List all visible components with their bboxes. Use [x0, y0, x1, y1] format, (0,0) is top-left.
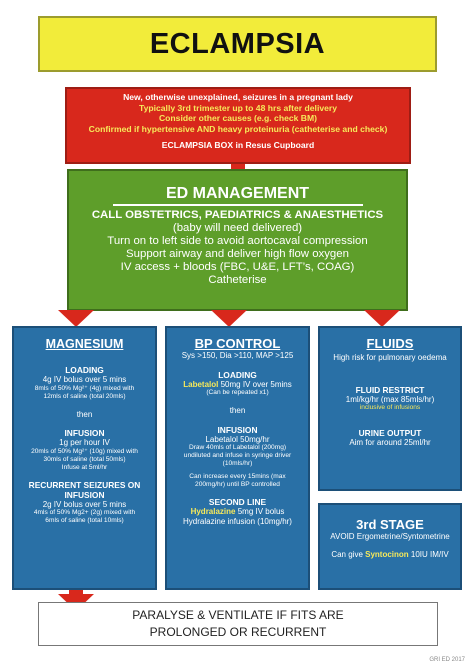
mag-then: then [76, 409, 93, 419]
magnesium-heading: MAGNESIUM [45, 337, 124, 351]
mag-text: 12mls of saline (total 20mls) [43, 392, 126, 400]
bottom-line: PARALYSE & VENTILATE IF FITS ARE [132, 608, 344, 622]
ed-line: Turn on to left side to avoid aortocaval compression [107, 234, 368, 247]
ed-heading: ED MANAGEMENT [165, 185, 310, 202]
mag-text: 6mls of saline (total 10mls) [45, 517, 124, 525]
arrow-down-icon [211, 310, 247, 327]
bp-text: 50mg IV over 5mins [218, 379, 292, 389]
bp-control-panel [165, 326, 310, 590]
mag-text: 4g IV bolus over 5 mins [42, 375, 127, 384]
ed-line: Support airway and deliver high flow oxygen [126, 247, 349, 260]
mag-recurrent-heading: RECURRENT SEIZURES ON [28, 479, 141, 490]
bp-text: (Can be repeated x1) [206, 389, 269, 397]
bp-text: (10mls/hr) [222, 460, 253, 468]
bp-then: then [229, 406, 246, 416]
footer-credit: GRI ED 2017 [429, 657, 465, 663]
mag-text: 4mls of 50% Mg2+ (2g) mixed with [33, 509, 136, 517]
bottom-line: PROLONGED OR RECURRENT [149, 625, 327, 639]
mag-text: Infuse at 5ml/hr [61, 463, 108, 471]
fluids-text: High risk for pulmonary oedema [333, 353, 447, 362]
mag-text: 2g IV bolus over 5 mins [42, 499, 127, 509]
intro-box [65, 87, 411, 164]
eclampsia-box-note: ECLAMPSIA BOX in Resus Cupboard [161, 140, 315, 151]
bp-text: Draw 40mls of Labetalol (200mg) [188, 444, 287, 452]
mag-text: 20mls of 50% Mg²⁺ (10g) mixed with [31, 447, 138, 455]
fluids-text: inclusive of infusions [359, 404, 421, 412]
ed-call: CALL OBSTETRICS, PAEDIATRICS & ANAESTHETICS [91, 208, 384, 221]
fluids-heading: FLUIDS [366, 336, 414, 351]
mag-text: 30mls of saline (total 50mls) [43, 455, 126, 463]
intro-line: New, otherwise unexplained, seizures in a pregnant lady [123, 92, 353, 102]
bp-infusion-heading: INFUSION [217, 424, 258, 435]
ed-management-box [67, 169, 408, 311]
fluids-panel [318, 326, 462, 491]
bp-heading: BP CONTROL [194, 336, 281, 351]
mag-loading-heading: LOADING [65, 365, 104, 375]
bp-loading-heading: LOADING [218, 369, 257, 380]
bp-second-line-heading: SECOND LINE [208, 497, 267, 508]
bp-text: Labetalol 50mg/hr [205, 434, 270, 444]
fluids-text: Aim for around 25ml/hr [349, 438, 431, 448]
bp-text: Hydralazine infusion (10mg/hr) [183, 516, 292, 526]
drug-syntocinon: Syntocinon [365, 549, 409, 559]
magnesium-panel [12, 326, 157, 590]
divider [113, 204, 363, 206]
mag-text: 8mls of 50% Mg²⁺ (4g) mixed with [34, 384, 135, 392]
urine-output-heading: URINE OUTPUT [358, 428, 422, 439]
third-stage-text: Can give [331, 549, 366, 559]
arrow-down-icon [58, 310, 94, 327]
third-stage-panel [318, 503, 462, 590]
bp-text: 5mg IV bolus [235, 507, 285, 517]
third-stage-text: AVOID Ergometrine/Syntometrine [330, 532, 450, 541]
third-stage-text: 10IU IM/IV [408, 549, 449, 559]
fluid-restrict-heading: FLUID RESTRICT [355, 384, 425, 395]
page-title: ECLAMPSIA [149, 27, 326, 60]
drug-hydralazine: Hydralazine [190, 507, 236, 517]
drug-labetalol: Labetalol [183, 379, 219, 389]
arrow-down-icon [364, 310, 400, 327]
third-stage-heading: 3rd STAGE [356, 517, 424, 532]
ed-line: (baby will need delivered) [172, 221, 303, 234]
bp-text: 200mg/hr) until BP controlled [195, 481, 280, 489]
intro-line: Typically 3rd trimester up to 48 hrs after delivery [138, 102, 338, 113]
intro-line: Consider other causes (e.g. check BM) [158, 113, 318, 124]
mag-text: 1g per hour IV [59, 438, 110, 448]
ed-line: IV access + bloods (FBC, U&E, LFT’s, COAG) [120, 260, 355, 273]
paralyse-ventilate-box [38, 602, 438, 646]
mag-recurrent-heading: INFUSION [64, 489, 105, 500]
fluids-text: 1ml/kg/hr (max 85mls/hr) [345, 394, 435, 404]
title-banner [38, 16, 437, 72]
ed-line: Catheterise [208, 273, 267, 286]
bp-text: Can increase every 15mins (max [189, 473, 286, 481]
mag-infusion-heading: INFUSION [64, 428, 105, 439]
bp-text: undiluted and infuse in syringe driver [183, 452, 292, 460]
bp-criteria: Sys >150, Dia >110, MAP >125 [181, 351, 294, 360]
intro-line: Confirmed if hypertensive AND heavy proteinuria (catheterise and check) [88, 123, 388, 134]
